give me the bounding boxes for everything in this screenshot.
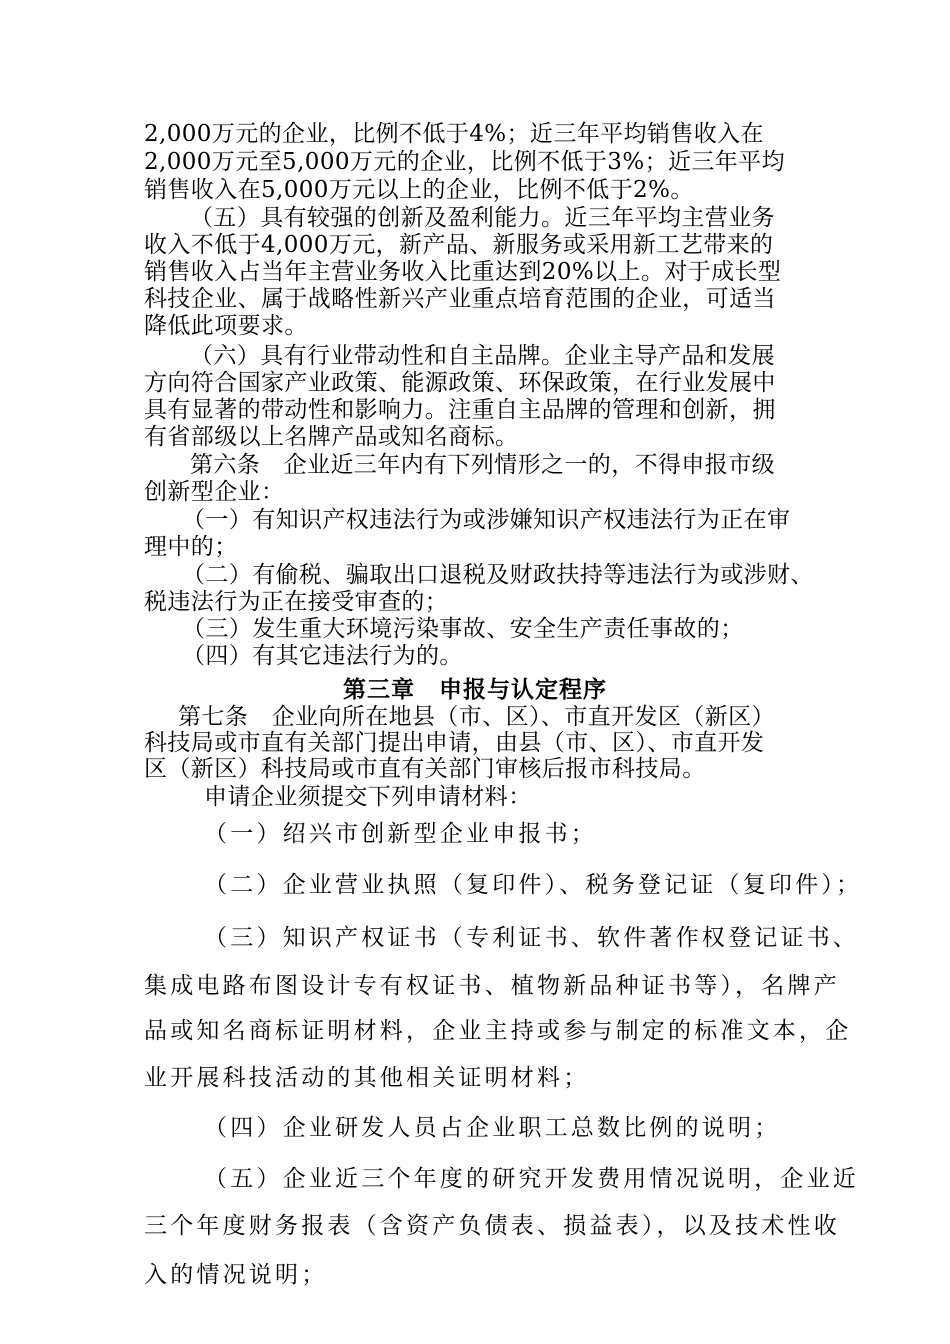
text-line: 品或知名商标证明材料，企业主持或参与制定的标准文本，企 (144, 1018, 852, 1044)
text-line: （三）发生重大环境污染事故、安全生产责任事故的； (182, 616, 744, 642)
text-line: 2,000万元至5,000万元的企业，比例不低于3%；近三年平均 (144, 149, 785, 175)
text-line: 销售收入在5,000万元以上的企业，比例不低于2%。 (144, 177, 694, 203)
text-line: 方向符合国家产业政策、能源政策、环保政策，在行业发展中 (144, 370, 776, 396)
text-line: （一）绍兴市创新型企业申报书； (204, 821, 597, 847)
text-line: 入的情况说明； (144, 1262, 328, 1288)
text-line: 三个年度财务报表（含资产负债表、损益表），以及技术性收 (144, 1213, 840, 1239)
text-line: 具有显著的带动性和影响力。注重自主品牌的管理和创新，拥 (144, 397, 776, 423)
text-line: 税违法行为正在接受审查的； (144, 589, 449, 615)
text-line: 科技局或市直有关部门提出申请，由县（市、区）、市直开发 (144, 730, 765, 756)
text-line: 理中的； (144, 534, 238, 560)
text-line: 2,000万元的企业，比例不低于4%；近三年平均销售收入在 (144, 121, 764, 147)
text-line: 有省部级以上名牌产品或知名商标。 (144, 424, 519, 450)
text-line: 创新型企业： (144, 479, 285, 505)
text-line: （五）企业近三个年度的研究开发费用情况说明，企业近 (204, 1166, 859, 1192)
text-line: 销售收入占当年主营业务收入比重达到20%以上。对于成长型 (144, 259, 782, 285)
text-line: 科技企业、属于战略性新兴产业重点培育范围的企业，可适当 (144, 286, 776, 312)
text-line: 区（新区）科技局或市直有关部门审核后报市科技局。 (144, 756, 706, 782)
chapter-heading: 第三章 申报与认定程序 (343, 677, 607, 703)
text-line: （四）企业研发人员占企业职工总数比例的说明； (204, 1115, 781, 1141)
text-line: （五）具有较强的创新及盈利能力。近三年平均主营业务 (190, 205, 775, 231)
text-line: （二）企业营业执照（复印件）、税务登记证（复印件）； (204, 872, 863, 898)
text-line: 申请企业须提交下列申请材料： (204, 784, 532, 810)
text-line: （一）有知识产权违法行为或涉嫌知识产权违法行为正在审 (182, 507, 791, 533)
text-line: （三）知识产权证书（专利证书、软件著作权登记证书、 (204, 925, 859, 951)
text-line: （四）有其它违法行为的。 (182, 643, 463, 669)
text-line: 集成电路布图设计专有权证书、植物新品种证书等），名牌产 (144, 973, 840, 999)
text-line: 降低此项要求。 (144, 313, 308, 339)
text-line: 业开展科技活动的其他相关证明材料； (144, 1065, 590, 1091)
text-line: （六）具有行业带动性和自主品牌。企业主导产品和发展 (190, 343, 775, 369)
text-line: （二）有偷税、骗取出口退税及财政扶持等违法行为或涉财、 (182, 562, 814, 588)
text-line: 第七条 企业向所在地县（市、区）、市直开发区（新区） (178, 704, 775, 730)
text-line: 收入不低于4,000万元，新产品、新服务或采用新工艺带来的 (144, 232, 774, 258)
text-line: 第六条 企业近三年内有下列情形之一的，不得申报市级 (190, 452, 775, 478)
